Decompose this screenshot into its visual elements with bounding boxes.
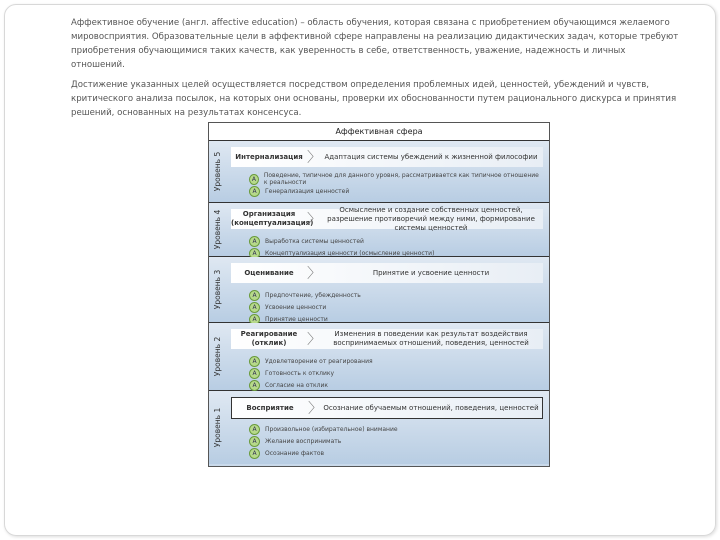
level-band xyxy=(209,257,549,323)
level-text: Уровень 4 xyxy=(213,209,223,250)
level-name: Интернализация xyxy=(235,152,303,161)
level-label xyxy=(209,257,227,322)
list-item xyxy=(249,235,543,247)
item-text: Предпочтение, убежденность xyxy=(265,291,361,299)
level-name: Организация (концептуализация) xyxy=(231,210,314,227)
affective-bullet-icon: A xyxy=(249,314,260,325)
affective-bullet-icon: A xyxy=(249,290,260,301)
list-item xyxy=(249,173,543,185)
level-bar xyxy=(231,205,543,232)
level-label xyxy=(209,323,227,390)
level-name: Оценивание xyxy=(244,268,294,277)
list-item xyxy=(249,423,543,435)
affective-bullet-icon: A xyxy=(249,424,260,435)
level-items xyxy=(249,235,543,259)
level-label xyxy=(209,141,227,202)
list-item xyxy=(249,289,543,301)
list-item xyxy=(249,367,543,379)
affective-bullet-icon: A xyxy=(249,248,260,259)
list-item xyxy=(249,185,543,197)
level-bar xyxy=(231,147,543,167)
level-description: Изменения в поведении как результат воздействия воспринимаемых отношений, поведения, ценностей xyxy=(333,330,529,347)
item-text: Концептуализация ценности (осмысление ценности) xyxy=(265,249,435,257)
level-band xyxy=(209,141,549,203)
level-items xyxy=(249,355,543,391)
level-band xyxy=(209,391,549,464)
chevron-right-icon: 〉 xyxy=(307,150,321,166)
item-text: Произвольное (избирательное) внимание xyxy=(265,425,398,433)
level-name: Реагирование (отклик) xyxy=(240,330,298,347)
item-text: Удовлетворение от реагирования xyxy=(265,357,373,365)
level-bar xyxy=(231,397,543,419)
affective-domain-diagram xyxy=(208,122,550,467)
level-text: Уровень 3 xyxy=(213,269,223,310)
level-items xyxy=(249,423,543,459)
chevron-right-icon: 〉 xyxy=(308,401,322,417)
level-items xyxy=(249,289,543,325)
level-description: Осмысление и создание собственных ценностей, разрешение противоречий между ними, формирование системы ценностей xyxy=(327,205,535,232)
level-description: Принятие и усвоение ценности xyxy=(372,268,490,277)
chevron-right-icon: 〉 xyxy=(307,266,321,282)
goals-paragraph: Достижение указанных целей осуществляется посредством определения проблемных идей, ценностей, убеждений и чувств, критического анализа посылок, на которых они основаны, проверки их обоснованности путем рационального дискурса и принятия решений, основанных на результатах консенсуса. xyxy=(71,80,677,118)
affective-bullet-icon: A xyxy=(249,448,260,459)
item-text: Генерализация ценностей xyxy=(265,187,350,195)
affective-bullet-icon: A xyxy=(249,236,260,247)
item-text: Поведение, типичное для данного уровня, рассматривается как типичное отношение к реальности xyxy=(263,172,539,186)
item-text: Согласие на отклик xyxy=(265,381,328,389)
level-text: Уровень 5 xyxy=(213,151,223,192)
diagram-title: Аффективная сфера xyxy=(209,123,549,141)
affective-bullet-icon: A xyxy=(249,186,260,197)
list-item xyxy=(249,355,543,367)
level-text: Уровень 1 xyxy=(213,407,223,448)
list-item xyxy=(249,301,543,313)
level-bar xyxy=(231,263,543,283)
level-label xyxy=(209,391,227,464)
affective-bullet-icon: A xyxy=(249,368,260,379)
list-item xyxy=(249,435,543,447)
item-text: Принятие ценности xyxy=(265,315,328,323)
affective-bullet-icon: A xyxy=(249,356,260,367)
level-band xyxy=(209,203,549,257)
level-band xyxy=(209,323,549,391)
affective-bullet-icon: A xyxy=(249,436,260,447)
item-text: Осознание фактов xyxy=(265,449,325,457)
level-description: Адаптация системы убеждений к жизненной философии xyxy=(324,152,538,161)
affective-bullet-icon: A xyxy=(249,302,260,313)
affective-bullet-icon: A xyxy=(249,380,260,391)
chevron-right-icon: 〉 xyxy=(307,212,321,228)
level-text: Уровень 2 xyxy=(213,336,223,377)
list-item xyxy=(249,447,543,459)
intro-paragraph: Аффективное обучение (англ. affective education) – область обучения, которая связана с приобретением обучающимся желаемого мировосприятия. Образовательные цели в аффективной сфере направлены на реализацию дидактических задач, которые требуют приобретения обучающимися таких качеств, как уверенность в себе, ответственность, уважение, надежность и личных отношений. xyxy=(71,18,679,70)
level-name: Восприятие xyxy=(246,403,294,412)
level-bar xyxy=(231,329,543,349)
item-text: Желание воспринимать xyxy=(265,437,342,445)
level-label xyxy=(209,203,227,256)
item-text: Усвоение ценности xyxy=(265,303,327,311)
item-text: Выработка системы ценностей xyxy=(265,237,364,245)
affective-bullet-icon: A xyxy=(249,174,259,185)
item-text: Готовность к отклику xyxy=(265,369,335,377)
list-item xyxy=(249,379,543,391)
level-items xyxy=(249,173,543,197)
level-description: Осознание обучаемым отношений, поведения, ценностей xyxy=(323,403,539,412)
chevron-right-icon: 〉 xyxy=(307,332,321,348)
